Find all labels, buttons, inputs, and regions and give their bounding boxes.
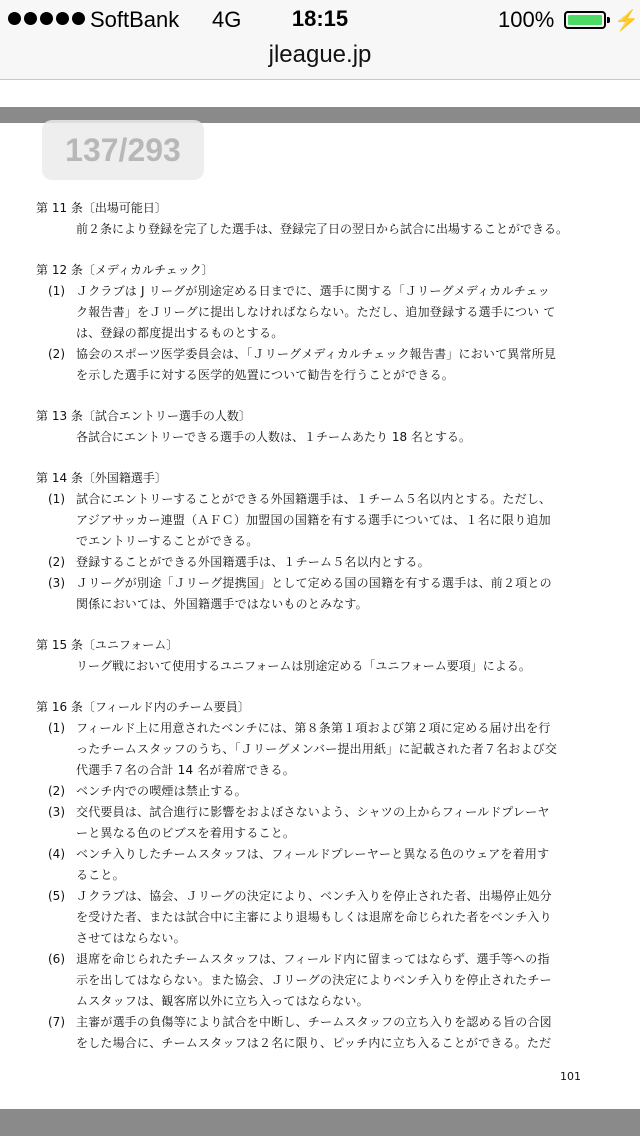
article <box>36 468 596 615</box>
article-body: リーグ戦において使用するユニフォームは別途定める「ユニフォーム要項」による。 <box>76 659 531 673</box>
item-text-line: Ｊクラブは、協会、Ｊリーグの決定により、ベンチ入りを停止された者、出場停止処分 <box>76 889 552 903</box>
article-item <box>36 844 596 886</box>
article-title: 第 14 条〔外国籍選手〕 <box>36 471 167 485</box>
item-text-line: ること。 <box>76 868 125 882</box>
article-item <box>36 573 596 615</box>
battery-icon <box>564 11 606 29</box>
item-text <box>76 281 576 344</box>
item-number: (5) <box>48 889 65 903</box>
item-text-line: させてはならない。 <box>76 931 186 945</box>
item-text-line: アジアサッカー連盟（ＡＦＣ）加盟国の国籍を有する選手については、１名に限り追加 <box>76 513 551 527</box>
item-text-line: 協会のスポーツ医学委員会は、「Ｊリーグメディカルチェック報告書」において異常所見 <box>76 347 557 361</box>
item-text-line: 代選手７名の合計 14 名が着席できる。 <box>76 763 295 777</box>
item-text <box>76 718 576 781</box>
item-text <box>76 489 576 552</box>
item-text <box>76 552 576 573</box>
item-number: (3) <box>48 805 65 819</box>
page-counter-text: 137/293 <box>65 132 181 168</box>
item-text-line: 試合にエントリーすることができる外国籍選手は、１チーム５名以内とする。ただし、 <box>76 492 552 506</box>
item-number: (4) <box>48 847 65 861</box>
item-number: (2) <box>48 347 65 361</box>
article <box>36 635 596 677</box>
item-text-line: ベンチ内での喫煙は禁止する。 <box>76 784 247 798</box>
item-text-line: は、登録の都度提出するものとする。 <box>76 326 284 340</box>
clock: 18:15 <box>291 6 349 31</box>
item-text-line: 示を出してはならない。また協会、Ｊリーグの決定によりベンチ入りを停止されたチー <box>76 973 552 987</box>
article <box>36 198 596 240</box>
item-number: (7) <box>48 1015 65 1029</box>
article-item <box>36 781 596 802</box>
item-text <box>76 1012 576 1054</box>
carrier-name: SoftBank <box>90 7 180 32</box>
item-text-line: 関係においては、外国籍選手ではないものとみなす。 <box>76 597 368 611</box>
article-item <box>36 489 596 552</box>
toolbar-spacer <box>0 80 640 107</box>
item-text-line: Ｊクラブは J リーグが別途定める日までに、選手に関する「Ｊリーグメディカルチェッ <box>76 284 550 298</box>
pdf-viewer-background-bottom <box>0 1109 640 1136</box>
network-type: 4G <box>212 7 242 32</box>
item-text <box>76 844 576 886</box>
item-text <box>76 573 576 615</box>
article-body: 各試合にエントリーできる選手の人数は、１チームあたり 18 名とする。 <box>76 430 471 444</box>
article-item <box>36 718 596 781</box>
battery-percentage: 100% <box>498 7 555 32</box>
article-title: 第 16 条〔フィールド内のチーム要員〕 <box>36 700 250 714</box>
charging-icon: ⚡ <box>614 10 639 32</box>
item-number: (6) <box>48 952 65 966</box>
item-number: (1) <box>48 492 65 506</box>
item-text-line: ベンチ入りしたチームスタッフは、フィールドプレーヤーと異なる色のウェアを着用す <box>76 847 550 861</box>
item-text-line: 交代要員は、試合進行に影響をおよぼさないよう、シャツの上からフィールドプレーヤ <box>76 805 550 819</box>
item-text-line: を受けた者、または試合中に主審により退場もしくは退席を命じられた者をベンチ入り <box>76 910 552 924</box>
page-number: 101 <box>560 1070 581 1083</box>
item-text <box>76 344 576 386</box>
item-number: (2) <box>48 555 65 569</box>
item-text <box>76 781 576 802</box>
page-counter <box>42 120 204 180</box>
item-text-line: 登録することができる外国籍選手は、１チーム５名以内とする。 <box>76 555 430 569</box>
item-number: (1) <box>48 721 65 735</box>
item-text <box>76 949 576 1012</box>
article-item <box>36 344 596 386</box>
item-text-line: Ｊリーグが別途「Ｊリーグ提携国」として定める国の国籍を有する選手は、前２項との <box>76 576 552 590</box>
item-number: (2) <box>48 784 65 798</box>
address-bar[interactable] <box>0 40 640 80</box>
item-text-line: 退席を命じられたチームスタッフは、フィールド内に留まってはならず、選手等への指 <box>76 952 550 966</box>
article-item <box>36 552 596 573</box>
item-text-line: 主審が選手の負傷等により試合を中断し、チームスタッフの立ち入りを認める旨の合図 <box>76 1015 552 1029</box>
article <box>36 406 596 448</box>
article-item <box>36 1012 596 1054</box>
item-text-line: ク報告書」をＪリーグに提出しなければならない。ただし、追加登録する選手につい て <box>76 305 556 319</box>
status-bar <box>0 0 640 40</box>
document-body <box>36 198 596 1074</box>
item-text-line: フィールド上に用意されたベンチには、第８条第１項および第２項に定める届け出を行 <box>76 721 551 735</box>
article <box>36 697 596 1054</box>
item-text-line: ーと異なる色のビブスを着用すること。 <box>76 826 296 840</box>
article-body: 前２条により登録を完了した選手は、登録完了日の翌日から試合に出場することができる。 <box>76 222 569 236</box>
item-text-line: でエントリーすることができる。 <box>76 534 259 548</box>
article-title: 第 11 条〔出場可能日〕 <box>36 201 167 215</box>
article-item <box>36 281 596 344</box>
item-text-line: ムスタッフは、観客席以外に立ち入ってはならない。 <box>76 994 369 1008</box>
article-item <box>36 802 596 844</box>
item-text-line: をした場合に、チームスタッフは２名に限り、ピッチ内に立ち入ることができる。ただ <box>76 1036 552 1050</box>
item-number: (1) <box>48 284 65 298</box>
url-text: jleague.jp <box>268 41 372 68</box>
article <box>36 260 596 386</box>
article-title: 第 15 条〔ユニフォーム〕 <box>36 638 179 652</box>
article-item <box>36 949 596 1012</box>
article-title: 第 12 条〔メディカルチェック〕 <box>36 263 214 277</box>
item-number: (3) <box>48 576 65 590</box>
article-item <box>36 886 596 949</box>
item-text-line: を示した選手に対する医学的処置について勧告を行うことができる。 <box>76 368 454 382</box>
article-title: 第 13 条〔試合エントリー選手の人数〕 <box>36 409 251 423</box>
item-text-line: ったチームスタッフのうち、「Ｊリーグメンバー提出用紙」に記載された者７名および交 <box>76 742 558 756</box>
item-text <box>76 802 576 844</box>
item-text <box>76 886 576 949</box>
